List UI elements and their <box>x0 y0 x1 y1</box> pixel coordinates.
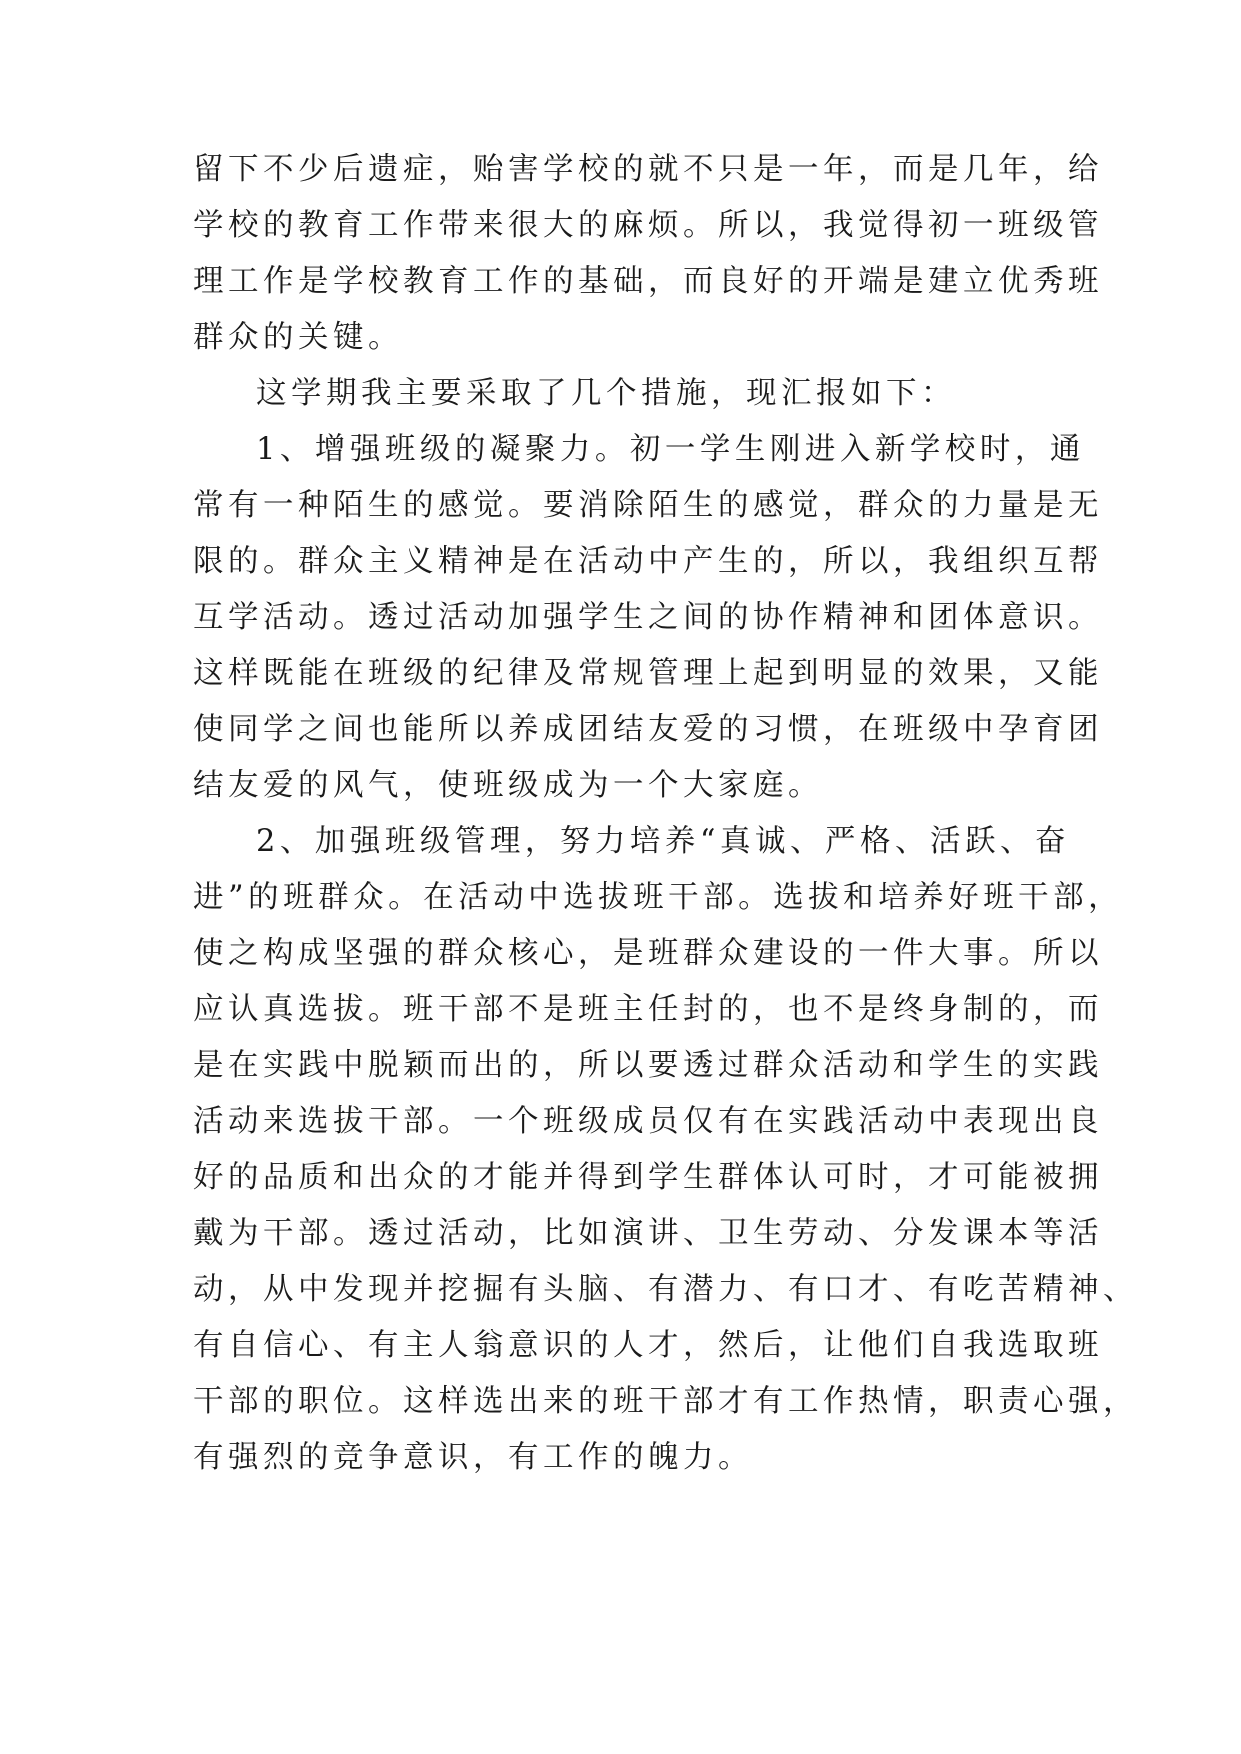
text-line: 进”的班群众。在活动中选拔班干部。选拔和培养好班干部， <box>193 880 1124 915</box>
text-line: 有强烈的竞争意识，有工作的魄力。 <box>193 1440 753 1475</box>
text-line: 这样既能在班级的纪律及常规管理上起到明显的效果，又能 <box>193 656 1103 691</box>
text-line: 限的。群众主义精神是在活动中产生的，所以，我组织互帮 <box>193 544 1103 579</box>
text-line: 群众的关键。 <box>193 320 403 355</box>
text-line: 好的品质和出众的才能并得到学生群体认可时，才可能被拥 <box>193 1160 1103 1195</box>
text-line: 留下不少后遗症，贻害学校的就不只是一年，而是几年，给 <box>193 152 1103 187</box>
text-line: 使同学之间也能所以养成团结友爱的习惯，在班级中孕育团 <box>193 712 1103 747</box>
text-line: 有自信心、有主人翁意识的人才，然后，让他们自我选取班 <box>193 1328 1103 1363</box>
text-line: 常有一种陌生的感觉。要消除陌生的感觉，群众的力量是无 <box>193 488 1103 523</box>
text-line: 动，从中发现并挖掘有头脑、有潜力、有口才、有吃苦精神、 <box>193 1272 1138 1307</box>
text-line: 应认真选拔。班干部不是班主任封的，也不是终身制的，而 <box>193 992 1103 1027</box>
text-line: 使之构成坚强的群众核心，是班群众建设的一件大事。所以 <box>193 936 1103 971</box>
text-line: 互学活动。透过活动加强学生之间的协作精神和团体意识。 <box>193 600 1103 635</box>
text-line: 这学期我主要采取了几个措施，现汇报如下： <box>256 376 956 411</box>
text-line: 学校的教育工作带来很大的麻烦。所以，我觉得初一班级管 <box>193 208 1103 243</box>
text-line: 结友爱的风气，使班级成为一个大家庭。 <box>193 768 823 803</box>
text-line: 2、加强班级管理，努力培养“真诚、严格、活跃、奋 <box>256 824 1070 859</box>
text-line: 戴为干部。透过活动，比如演讲、卫生劳动、分发课本等活 <box>193 1216 1103 1251</box>
text-line: 1、增强班级的凝聚力。初一学生刚进入新学校时，通 <box>256 432 1085 467</box>
text-line: 理工作是学校教育工作的基础，而良好的开端是建立优秀班 <box>193 264 1103 299</box>
text-line: 是在实践中脱颖而出的，所以要透过群众活动和学生的实践 <box>193 1048 1103 1083</box>
text-line: 干部的职位。这样选出来的班干部才有工作热情，职责心强， <box>193 1384 1138 1419</box>
text-line: 活动来选拔干部。一个班级成员仅有在实践活动中表现出良 <box>193 1104 1103 1139</box>
